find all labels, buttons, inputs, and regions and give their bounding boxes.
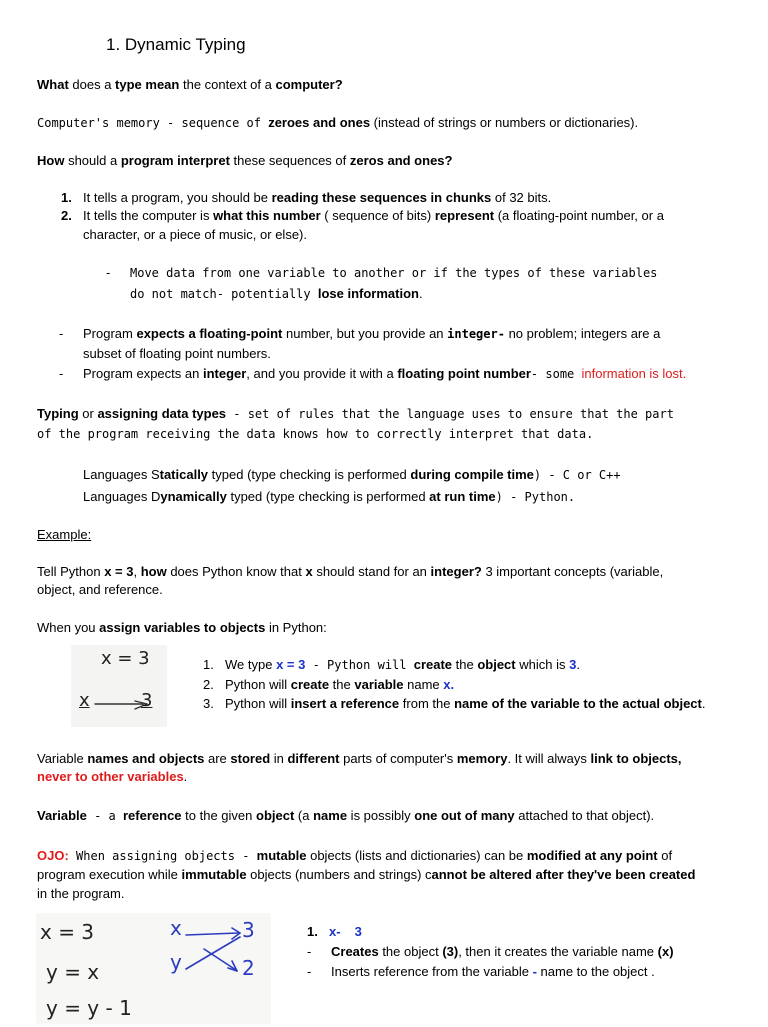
text-bold: variable: [354, 677, 404, 692]
text-x-paren: (x): [657, 944, 674, 959]
text: objects (lists and dictionaries) can be: [306, 848, 527, 863]
text-bold: memory: [456, 751, 508, 766]
bullet-dash: -: [106, 265, 111, 280]
text: 3 important concepts (variable,: [481, 564, 664, 579]
text-type-mean: type mean: [115, 77, 180, 92]
text: Program expects an: [83, 366, 203, 381]
text-how: How: [37, 153, 65, 168]
assign-variables: [37, 618, 327, 637]
arrow-icon: -: [532, 964, 537, 979]
text-bold: tatically: [159, 467, 209, 482]
text: Languages S: [83, 467, 160, 482]
text: in Python:: [265, 620, 327, 635]
text-bold: object: [256, 808, 295, 823]
handwritten-x-equals-3: x = 3: [40, 920, 95, 944]
text-bold: x: [305, 564, 313, 579]
text: (instead of strings or numbers or dictionaries).: [370, 115, 639, 130]
ojo-note: [37, 846, 672, 866]
handwritten-2: 2: [242, 956, 255, 980]
text-bold: at run time: [429, 489, 496, 504]
text: - some: [530, 367, 582, 381]
bullet-dash: -: [59, 326, 64, 341]
text: no problem; integers are a: [504, 326, 661, 341]
typing-definition: [37, 404, 674, 424]
text: ( sequence of bits): [320, 208, 435, 223]
text: , and you provide it with a: [246, 366, 398, 381]
text-bold: name: [313, 808, 348, 823]
text: the: [452, 657, 478, 672]
step-2: [203, 675, 454, 694]
list-item-1: [61, 188, 551, 207]
text-bold: modified at any point: [526, 848, 658, 863]
text-what: What: [37, 77, 69, 92]
final-bullet-creates: [307, 942, 674, 961]
text-bold: object: [477, 657, 516, 672]
step-1: [203, 655, 580, 675]
text-bold: different: [287, 751, 340, 766]
text: - set of rules that the language uses to ensure that the part: [226, 407, 674, 421]
text: do not match- potentially: [130, 287, 318, 301]
text: Move data from one variable to another or if the types of these variables: [130, 266, 658, 280]
text-3-paren: (3): [442, 944, 459, 959]
text: name: [403, 677, 444, 692]
text-bold: link to objects,: [590, 751, 682, 766]
memory-definition: [37, 113, 638, 133]
text-bold: lose information: [317, 286, 419, 301]
text-bold: create: [413, 657, 453, 672]
sub-bullet-move-data-continued: [130, 284, 423, 304]
handwritten-example-image: [71, 645, 167, 727]
ojo-note-end: in the program.: [37, 886, 125, 901]
text-x-equals-3: x = 3: [276, 657, 306, 672]
text-zeroes-ones: zeroes and ones: [268, 115, 371, 130]
text: objects (numbers and strings) c: [246, 867, 432, 882]
text: .: [418, 286, 423, 301]
arrow-icon: -: [336, 924, 341, 939]
question-interpret: [37, 151, 452, 170]
text-variable: Variable: [37, 808, 87, 823]
text-bold: immutable: [181, 867, 247, 882]
text: typed (type checking is performed: [208, 467, 411, 482]
text: parts of computer's: [339, 751, 457, 766]
text: Python will: [225, 677, 291, 692]
text-information-lost: information is lost: [581, 366, 683, 381]
text-bold: how: [140, 564, 167, 579]
text-bold: what this number: [213, 208, 321, 223]
tell-python: [37, 562, 663, 581]
text: to the given: [181, 808, 256, 823]
typing-definition-continued: of the program receiving the data knows how to correctly interpret that data.: [37, 427, 594, 441]
bullet-float-expected: [59, 324, 660, 344]
text: or: [78, 406, 98, 421]
text: which is: [515, 657, 570, 672]
text: When you: [37, 620, 100, 635]
text-3: 3: [354, 924, 362, 939]
text-never-other-variables: never to other variables: [37, 769, 184, 784]
final-item-1: [307, 922, 362, 941]
page-title: 1. Dynamic Typing: [106, 35, 246, 54]
text: is possibly: [347, 808, 415, 823]
text: .: [576, 657, 580, 672]
handwritten-y-equals-y-minus-1: y = y - 1: [46, 996, 132, 1020]
text: - a: [86, 809, 123, 823]
text-bold: annot be altered after they've been created: [431, 867, 696, 882]
text: Tell Python: [37, 564, 105, 579]
text: of 32 bits.: [491, 190, 552, 205]
text-bold: floating point number: [397, 366, 531, 381]
text-computer: computer?: [275, 77, 343, 92]
text: number, but you provide an: [282, 326, 448, 341]
list-number: 1.: [203, 657, 214, 672]
step-3: [203, 694, 705, 713]
text-program-interpret: program interpret: [120, 153, 230, 168]
text: .: [183, 769, 188, 784]
text-bold: reference: [123, 808, 182, 823]
sub-bullet-move-data: [106, 263, 657, 283]
text: Inserts reference from the variable: [331, 964, 533, 979]
text: the context of a: [179, 77, 276, 92]
bullet-float-continued: subset of floating point numbers.: [83, 346, 271, 361]
handwritten-3: 3: [242, 918, 255, 942]
text: Python will: [225, 696, 291, 711]
text: in: [270, 751, 288, 766]
list-item-2: [61, 206, 664, 225]
text-3: 3: [569, 657, 577, 672]
text: does a: [68, 77, 116, 92]
question-type-meaning: [37, 75, 343, 94]
text: these sequences of: [229, 153, 350, 168]
bullet-integer-expected: [59, 364, 686, 384]
text: When assigning objects -: [68, 849, 257, 863]
text-bold: stored: [230, 751, 271, 766]
text: . It will always: [507, 751, 591, 766]
languages-static: [83, 465, 621, 485]
text: Languages D: [83, 489, 161, 504]
text: , then it creates the variable name: [458, 944, 658, 959]
text: (a: [294, 808, 314, 823]
text: program execution while: [37, 867, 182, 882]
text: ,: [133, 564, 141, 579]
text-ojo: OJO:: [37, 848, 69, 863]
variable-names-objects-continued: [37, 767, 187, 786]
bullet-dash: -: [59, 366, 64, 381]
text-bold: assign variables to objects: [99, 620, 266, 635]
text: attached to that object).: [514, 808, 655, 823]
text: should stand for an: [312, 564, 431, 579]
list-number: 1.: [61, 190, 72, 205]
text: - Python will: [305, 658, 414, 672]
text-bold: mutable: [256, 848, 307, 863]
handwritten-x: x: [79, 690, 90, 711]
text: the: [329, 677, 355, 692]
list-number: 1.: [307, 924, 318, 939]
text-x: x.: [443, 677, 455, 692]
text: .: [682, 366, 687, 381]
text-bold: names and objects: [87, 751, 205, 766]
text: typed (type checking is performed: [226, 489, 430, 504]
text-integer: integer-: [447, 327, 505, 341]
ojo-note-continued: [37, 865, 695, 884]
handwritten-3: 3: [141, 690, 153, 711]
text-bold: represent: [434, 208, 495, 223]
bullet-dash: -: [307, 944, 312, 959]
text-bold: create: [290, 677, 330, 692]
bullet-dash: -: [307, 964, 312, 979]
text-bold: insert a reference: [290, 696, 400, 711]
languages-dynamic: [83, 487, 575, 507]
variable-names-objects: [37, 749, 682, 768]
list-item-2-continued: character, or a piece of music, or else).: [83, 227, 307, 242]
text: Variable: [37, 751, 88, 766]
handwritten-x: x: [170, 916, 182, 940]
text: It tells the computer is: [83, 208, 214, 223]
text: of: [657, 848, 673, 863]
list-number: 3.: [203, 696, 214, 711]
text: the object: [378, 944, 443, 959]
handwritten-y-equals-x: y = x: [46, 960, 100, 984]
text-assigning-data-types: assigning data types: [97, 406, 227, 421]
example-label: Example:: [37, 527, 92, 542]
text-bold: x = 3: [104, 564, 134, 579]
text-bold: integer?: [430, 564, 482, 579]
variable-definition: [37, 806, 654, 826]
text: name to the object .: [536, 964, 655, 979]
text: (a floating-point number, or a: [494, 208, 664, 223]
text-memory: Computer's memory - sequence of: [37, 116, 269, 130]
text: Program: [83, 326, 137, 341]
text: .: [701, 696, 706, 711]
handwritten-x-equals-3: x = 3: [101, 648, 150, 669]
text: does Python know that: [166, 564, 306, 579]
text: are: [204, 751, 231, 766]
text: It tells a program, you should be: [83, 190, 272, 205]
tell-python-continued: object, and reference.: [37, 582, 163, 597]
text-creates: Creates: [331, 944, 379, 959]
text-bold: one out of many: [414, 808, 515, 823]
list-number: 2.: [61, 208, 72, 223]
text-bold: name of the variable to the actual object: [454, 696, 702, 711]
handwritten-mutation-image: [36, 913, 271, 1024]
text: should a: [64, 153, 121, 168]
handwritten-y: y: [170, 950, 182, 974]
list-number: 2.: [203, 677, 214, 692]
text-typing: Typing: [37, 406, 79, 421]
text-bold: integer: [202, 366, 247, 381]
text: from the: [399, 696, 455, 711]
text-bold: during compile time: [410, 467, 534, 482]
text-bold: expects a floating-point: [136, 326, 283, 341]
text-bold: ynamically: [160, 489, 227, 504]
text: ) - C or C++: [533, 468, 621, 482]
final-bullet-inserts: [307, 962, 655, 981]
text-x: x: [329, 924, 337, 939]
text: We type: [225, 657, 277, 672]
text: ) - Python.: [495, 490, 576, 504]
text-zeros-ones: zeros and ones?: [349, 153, 453, 168]
text-bold: reading these sequences in chunks: [271, 190, 492, 205]
